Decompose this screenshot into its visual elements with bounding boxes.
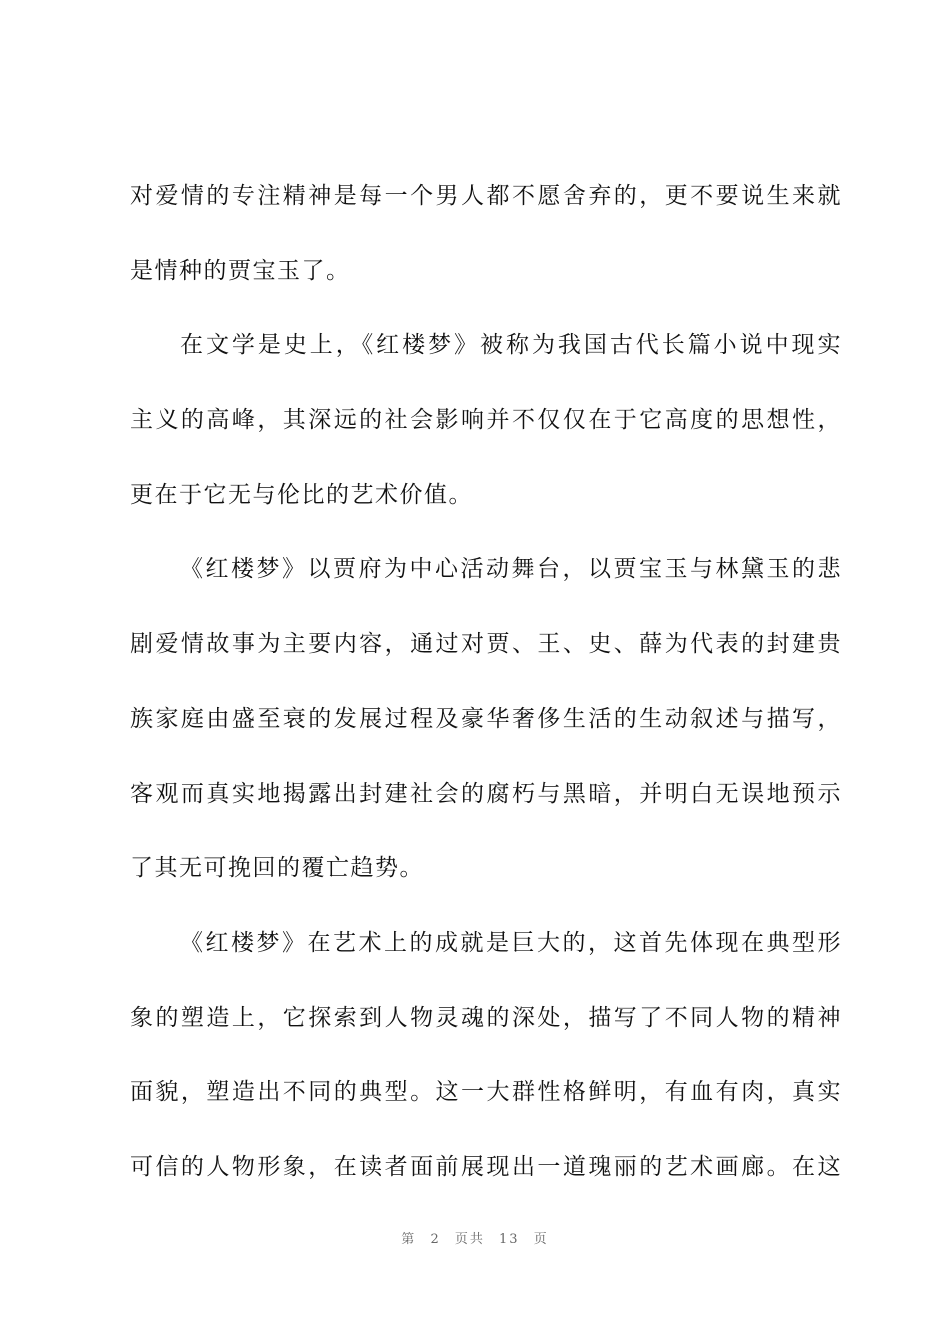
text-line: 对爱情的专注精神是每一个男人都不愿舍弃的，更不要说生来就	[130, 183, 842, 209]
footer-prefix: 第	[401, 1232, 417, 1247]
footer-total-pages: 13	[499, 1232, 520, 1247]
footer-current-page: 2	[430, 1232, 441, 1247]
text-line: 了其无可挽回的覆亡趋势。	[130, 855, 424, 882]
footer-suffix: 页	[533, 1232, 549, 1247]
body-text	[130, 170, 842, 1216]
footer-middle: 页共	[454, 1232, 485, 1247]
text-line: 剧爱情故事为主要内容，通过对贾、王、史、薛为代表的封建贵	[130, 631, 842, 658]
text-line: 更在于它无与伦比的艺术价值。	[130, 481, 473, 508]
text-line: 面貌，塑造出不同的典型。这一大群性格鲜明，有血有肉，真实	[130, 1079, 842, 1106]
text-line: 在文学是史上，《红楼梦》被称为我国古代长篇小说中现实	[180, 332, 842, 359]
text-line: 《红楼梦》在艺术上的成就是巨大的，这首先体现在典型形	[180, 929, 842, 956]
text-line: 主义的高峰，其深远的社会影响并不仅仅在于它高度的思想性，	[130, 407, 842, 434]
text-line: 《红楼梦》以贾府为中心活动舞台，以贾宝玉与林黛玉的悲	[180, 556, 842, 583]
text-line: 可信的人物形象，在读者面前展现出一道瑰丽的艺术画廊。在这	[130, 1153, 842, 1180]
text-line: 族家庭由盛至衰的发展过程及豪华奢侈生活的生动叙述与描写，	[130, 705, 842, 732]
text-line: 是情种的贾宝玉了。	[130, 257, 351, 284]
text-line: 客观而真实地揭露出封建社会的腐朽与黑暗，并明白无误地预示	[130, 780, 842, 807]
page-footer	[0, 1228, 950, 1247]
text-line: 象的塑造上，它探索到人物灵魂的深处，描写了不同人物的精神	[130, 1004, 842, 1031]
